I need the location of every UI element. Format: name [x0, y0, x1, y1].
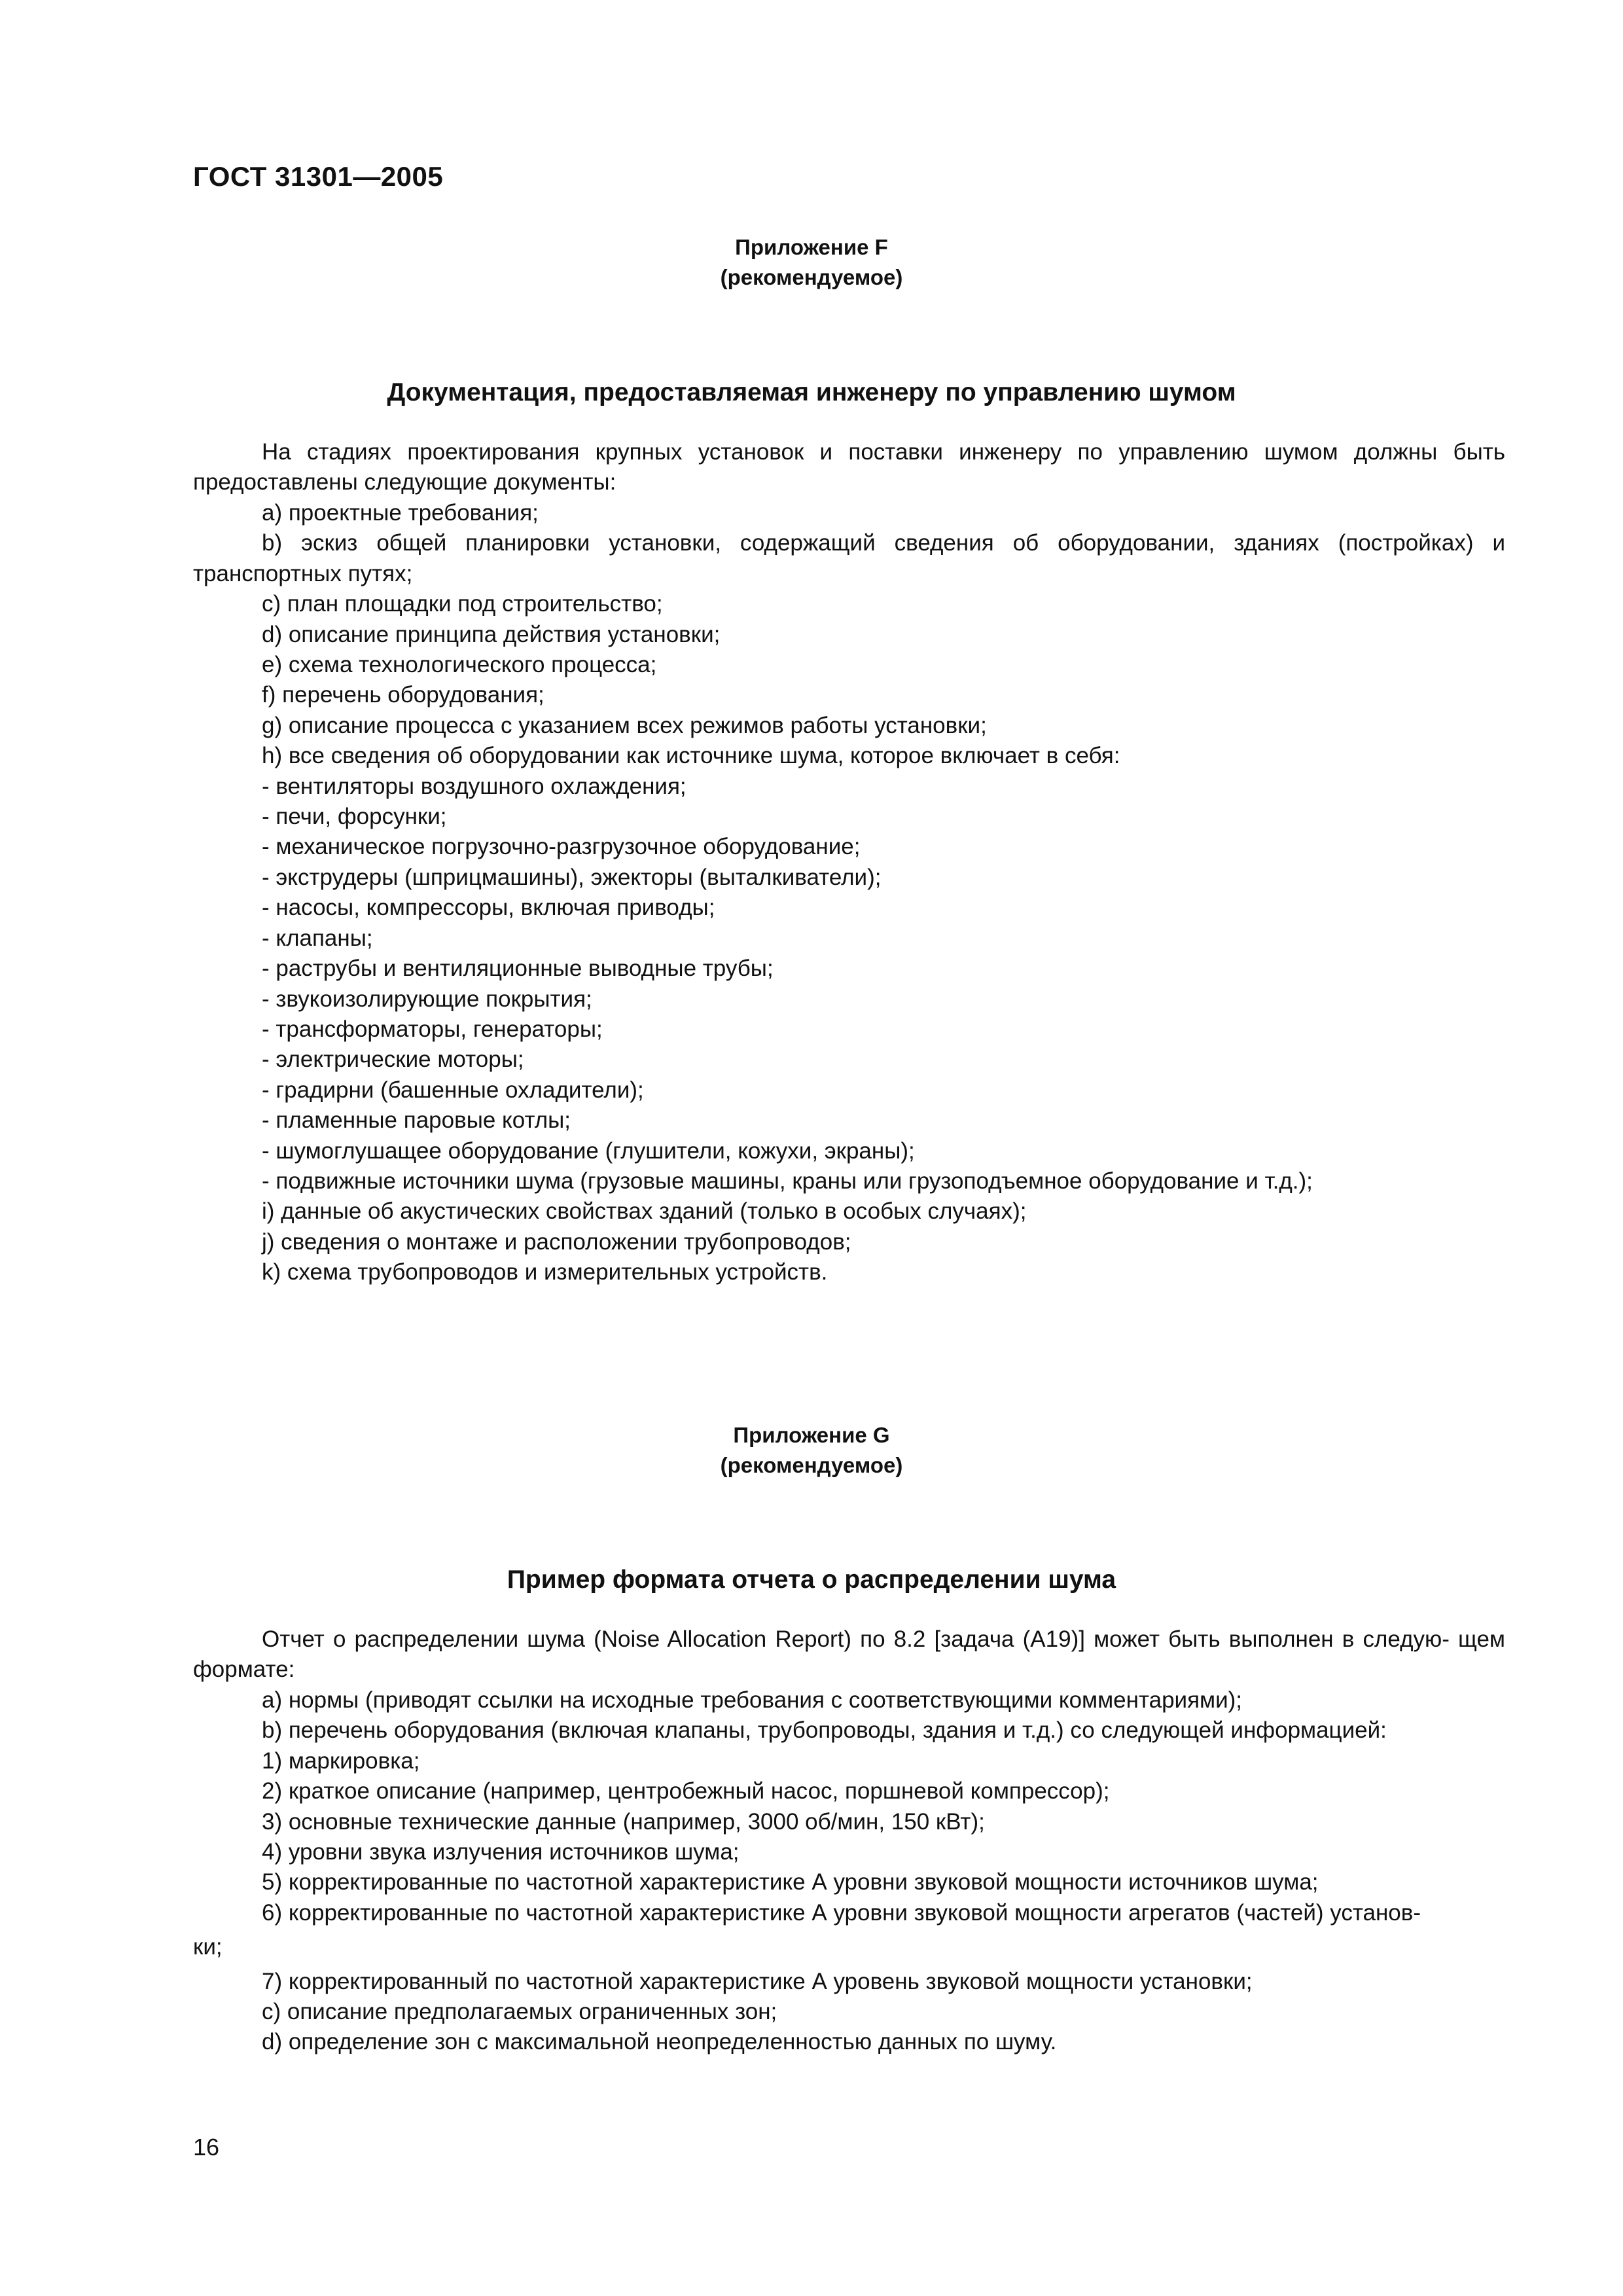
list-item: 2) краткое описание (например, центробежный насос, поршневой компрессор); [262, 1778, 1110, 1804]
annex-g-title: Пример формата отчета о распределении шума [507, 1566, 1116, 1594]
list-item: - экструдеры (шприцмашины), эжекторы (выталкиватели); [262, 864, 882, 890]
list-item: 5) корректированные по частотной характеристике А уровни звуковой мощности источников шума; [262, 1869, 1319, 1895]
list-item: - механическое погрузочно-разгрузочное оборудование; [262, 834, 861, 860]
list-item: 1) маркировка; [262, 1748, 420, 1774]
list-item: - трансформаторы, генераторы; [262, 1016, 603, 1042]
list-item: c) план площадки под строительство; [262, 591, 663, 617]
list-item: 7) корректированный по частотной характеристике А уровень звуковой мощности установки; [262, 1968, 1253, 1994]
annex-f-heading [0, 232, 1623, 293]
list-item: - печи, форсунки; [262, 804, 447, 830]
list-item: а) проектные требования; [262, 500, 539, 526]
annex-f-title: Документация, предоставляемая инженеру по управлению шумом [387, 378, 1236, 406]
list-item: - пламенные паровые котлы; [262, 1107, 571, 1134]
list-item: g) описание процесса с указанием всех режимов работы установки; [262, 712, 987, 738]
list-item: - шумоглушащее оборудование (глушители, кожухи, экраны); [262, 1138, 915, 1164]
annex-f-intro: На стадиях проектирования крупных установок и поставки инженеру по управлению шумом должны быть предоставлены следующие документы: [193, 439, 1505, 495]
list-item: - вентиляторы воздушного охлаждения; [262, 773, 687, 799]
list-item: - подвижные источники шума (грузовые машины, краны или грузоподъемное оборудование и т.д.); [262, 1168, 1313, 1194]
list-item-continuation: ки; [193, 1934, 223, 1960]
annex-f-list [193, 498, 1505, 1288]
annex-g-label: Приложение G [733, 1423, 890, 1447]
annex-g-list [193, 1685, 1505, 2058]
list-item: d) описание принципа действия установки; [262, 621, 721, 647]
list-item: - раструбы и вентиляционные выводные трубы; [262, 956, 774, 982]
list-item: b) эскиз общей планировки установки, содержащий сведения об оборудовании, зданиях (постройках) и [262, 530, 1505, 556]
list-item-continuation: транспортных путях; [193, 560, 413, 586]
list-item: 6) корректированные по частотной характеристике А уровни звуковой мощности агрегатов (частей) установ- [262, 1899, 1421, 1926]
list-item: - клапаны; [262, 925, 373, 951]
list-item: - градирни (башенные охладители); [262, 1077, 644, 1103]
list-item: - насосы, компрессоры, включая приводы; [262, 895, 715, 921]
annex-f-label: Приложение F [735, 235, 888, 259]
list-item: d) определение зон с максимальной неопределенностью данных по шуму. [262, 2029, 1057, 2055]
list-item: 4) уровни звука излучения источников шума; [262, 1839, 740, 1865]
page-number: 16 [193, 2134, 220, 2161]
list-item: а) нормы (приводят ссылки на исходные требования с соответствующими комментариями); [262, 1687, 1243, 1713]
document-header: ГОСТ 31301—2005 [193, 161, 444, 192]
annex-g-heading [0, 1420, 1623, 1480]
list-item: 3) основные технические данные (например, 3000 об/мин, 150 кВт); [262, 1808, 985, 1835]
list-item: - электрические моторы; [262, 1047, 524, 1073]
annex-g-status: (рекомендуемое) [720, 1453, 903, 1477]
list-item: b) перечень оборудования (включая клапаны, трубопроводы, здания и т.д.) со следующей информацией: [262, 1717, 1387, 1744]
list-item: j) сведения о монтаже и расположении трубопроводов; [262, 1229, 851, 1255]
list-item: f) перечень оборудования; [262, 682, 544, 708]
list-item: h) все сведения об оборудовании как источнике шума, которое включает в себя: [262, 743, 1120, 769]
list-item: i) данные об акустических свойствах зданий (только в особых случаях); [262, 1198, 1027, 1225]
list-item: c) описание предполагаемых ограниченных зон; [262, 1999, 777, 2025]
list-item: e) схема технологического процесса; [262, 652, 657, 678]
annex-f-status: (рекомендуемое) [720, 265, 903, 289]
list-item: k) схема трубопроводов и измерительных устройств. [262, 1259, 828, 1285]
annex-g-intro: Отчет о распределении шума (Noise Allocation Report) по 8.2 [задача (A19)] может быть выполнен в следую- щем формате: [193, 1626, 1505, 1683]
list-item: - звукоизолирующие покрытия; [262, 986, 592, 1012]
